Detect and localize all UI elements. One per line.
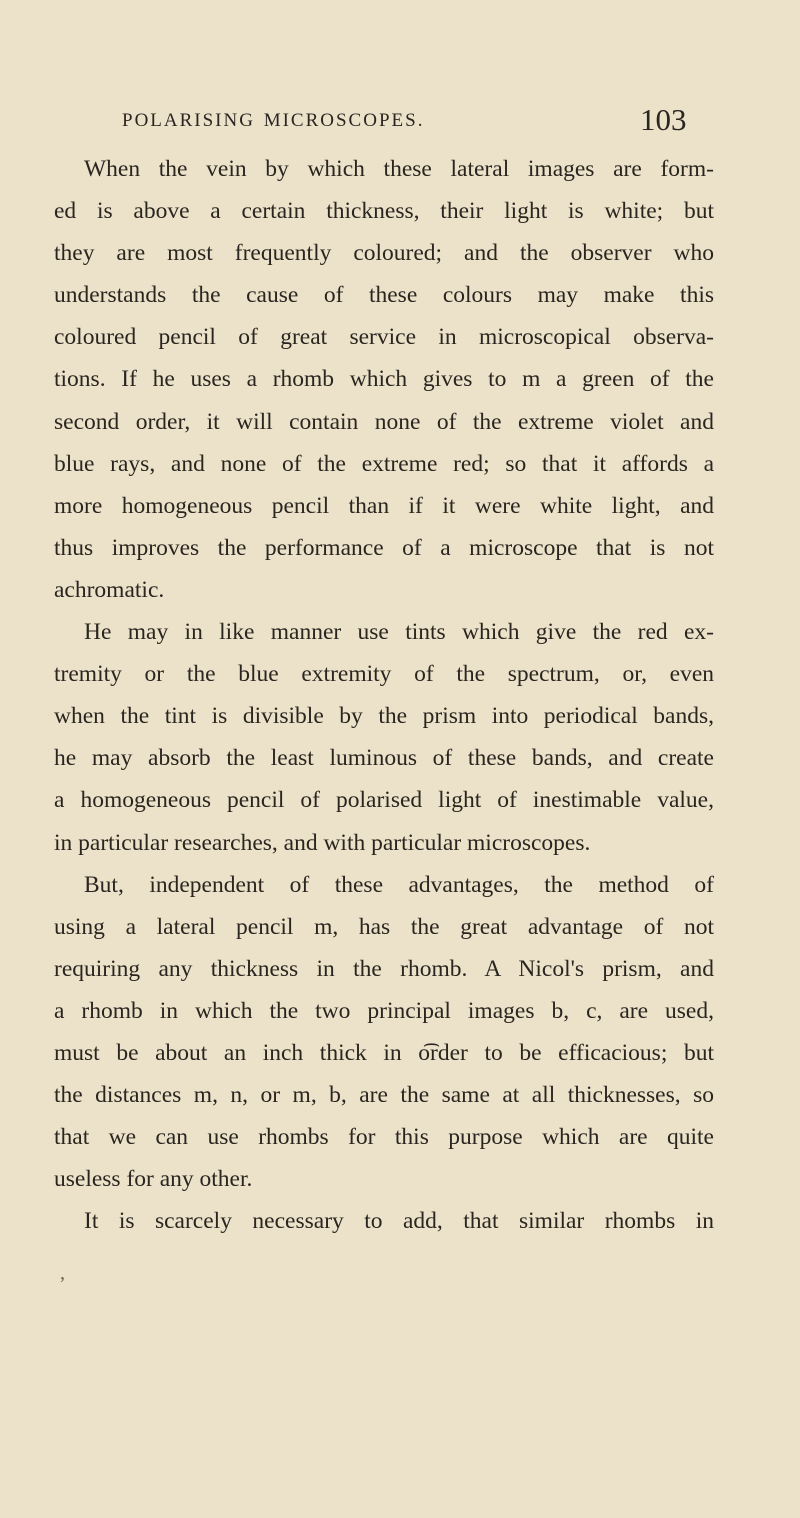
text-line: must be about an inch thick in o͡rder to be efficacious; but (54, 1039, 714, 1066)
text-line: blue rays, and none of the extreme red; so that it affords a (54, 450, 714, 477)
text-line: thus improves the performance of a microscope that is not (54, 534, 714, 561)
stray-comma-mark: , (60, 1262, 65, 1284)
text-line: in particular researches, and with particular microscopes. (54, 829, 591, 856)
running-head-title: POLARISING MICROSCOPES. (122, 110, 425, 131)
body-text (54, 148, 714, 1242)
text-line: tremity or the blue extremity of the spectrum, or, even (54, 661, 714, 688)
text-line: a homogeneous pencil of polarised light of inestimable value, (54, 787, 714, 814)
text-line: the distances m, n, or m, b, are the same at all thicknesses, so (54, 1082, 714, 1109)
text-line: they are most frequently coloured; and the observer who (54, 240, 714, 267)
text-line: But, independent of these advantages, the method of (84, 871, 714, 898)
text-line: ed is above a certain thickness, their light is white; but (54, 198, 714, 225)
text-line: using a lateral pencil m, has the great advantage of not (54, 913, 714, 940)
text-line: He may in like manner use tints which give the red ex- (84, 619, 714, 646)
text-line: When the vein by which these lateral images are form- (84, 156, 714, 182)
page-number: 103 (640, 102, 687, 137)
text-line: coloured pencil of great service in microscopical observa- (54, 324, 714, 351)
text-line: a rhomb in which the two principal images b, c, are used, (54, 997, 714, 1024)
text-line: requiring any thickness in the rhomb. A Nicol's prism, and (54, 955, 714, 982)
text-line: that we can use rhombs for this purpose which are quite (54, 1124, 714, 1151)
text-line: tions. If he uses a rhomb which gives to m a green of the (54, 366, 714, 393)
text-line: he may absorb the least luminous of these bands, and create (54, 745, 714, 772)
text-line: useless for any other. (54, 1166, 253, 1193)
text-line: when the tint is divisible by the prism into periodical bands, (54, 703, 714, 730)
text-line: understands the cause of these colours may make this (54, 282, 714, 309)
running-head (0, 102, 800, 142)
text-line: second order, it will contain none of the extreme violet and (54, 408, 714, 435)
text-line: achromatic. (54, 576, 165, 603)
text-line: more homogeneous pencil than if it were white light, and (54, 492, 714, 519)
text-line: It is scarcely necessary to add, that similar rhombs in (84, 1208, 714, 1235)
